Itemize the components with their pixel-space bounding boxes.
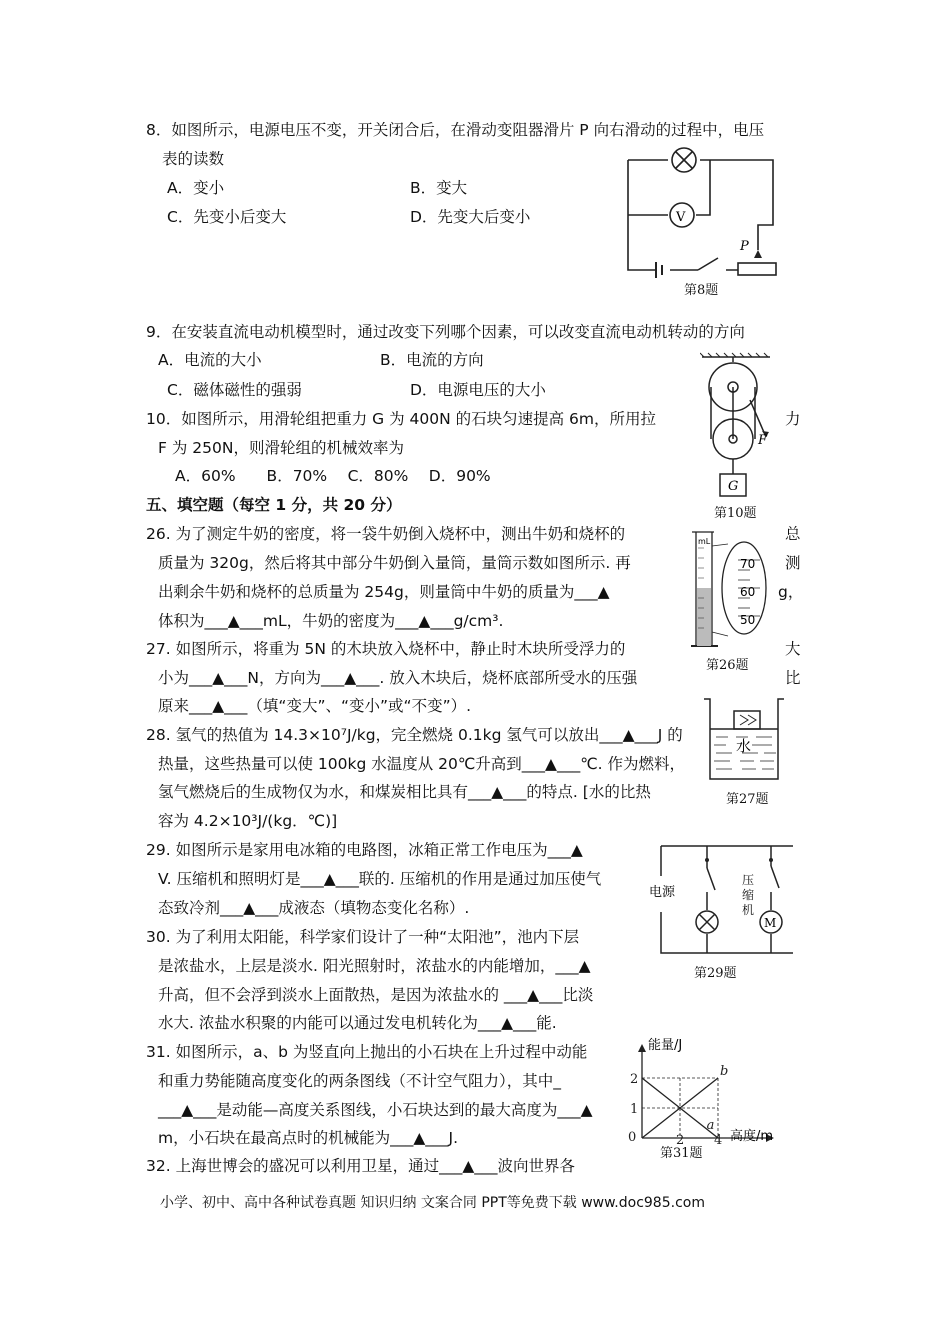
q29-fridge-circuit-figure — [645, 838, 805, 960]
q27-line1-tail: 大 — [785, 640, 801, 658]
q26-line1: 26. 为了测定牛奶的密度，将一袋牛奶倒入烧杯中，测出牛奶和烧杯的 — [146, 525, 626, 543]
q8-stem-line2: 表的读数 — [162, 150, 225, 168]
q29-motor-switch-icon — [771, 866, 779, 888]
q26-line4: 体积为___▲___mL，牛奶的密度为___▲___g/cm³. — [158, 612, 504, 630]
page-footer: 小学、初中、高中各种试卷真题 知识归纳 文案合同 PPT等免费下载 www.doc985.com — [160, 1195, 705, 1211]
q27-line3: 原来___▲___（填“变大”、“变小”或“不变”）. — [158, 697, 472, 715]
q26-milk-column — [697, 588, 711, 646]
q31-x-tick-2: 4 — [714, 1133, 723, 1146]
q27-line2-tail: 比 — [785, 669, 801, 687]
q26-unit-label: mL — [698, 537, 711, 546]
q31-y-tick-1: 2 — [630, 1072, 639, 1087]
q10-caption: 第10题 — [714, 506, 757, 521]
q27-line1: 27. 如图所示，将重为 5N 的木块放入烧杯中，静止时木块所受浮力的 — [146, 640, 626, 658]
q8-option-c: C．先变小后变大 — [167, 208, 287, 226]
q31-series-a-label: a — [706, 1118, 715, 1133]
q27-line2: 小为___▲___N，方向为___▲___. 放入木块后，烧杯底部所受水的压强 — [158, 669, 638, 687]
q9-option-d: D．电源电压的大小 — [410, 381, 546, 399]
q31-line1: 31. 如图所示，a、b 为竖直向上抛出的小石块在上升过程中动能 — [146, 1043, 588, 1061]
q26-line3-tail: g， — [778, 583, 804, 601]
q31-line2: 和重力势能随高度变化的两条图线（不计空气阻力），其中_ — [158, 1072, 562, 1090]
q9-option-c: C．磁体磁性的强弱 — [167, 381, 302, 399]
q31-y-axis-label: 能量/J — [648, 1038, 683, 1053]
q29-compressor-label: 压缩机 — [742, 873, 755, 917]
q31-caption: 第31题 — [660, 1146, 703, 1161]
q31-y-axis-arrow-icon — [638, 1044, 646, 1052]
q8-battery-icon — [656, 262, 662, 278]
q28-line2: 热量，这些热量可以使 100kg 水温度从 20℃升高到___▲___℃. 作为燃料， — [158, 755, 685, 773]
q30-line3: 升高，但不会浮到淡水上面散热，是因为浓盐水的 ___▲___比淡 — [158, 986, 594, 1004]
q26-cylinder-figure — [688, 528, 778, 652]
q31-x-tick-0: 0 — [628, 1130, 637, 1145]
q26-caption: 第26题 — [706, 658, 749, 673]
q10-stem-line2: F 为 250N，则滑轮组的机械效率为 — [158, 439, 404, 457]
q8-circuit-figure — [618, 140, 788, 300]
q10-force-label: F — [758, 433, 768, 448]
q26-line2: 质量为 320g，然后将其中部分牛奶倒入量筒，量筒示数如图所示. 再 — [158, 554, 631, 572]
q10-weight-label: G — [728, 479, 739, 494]
q31-x-tick-1: 2 — [676, 1133, 685, 1146]
q10-options: A．60% B．70% C．80% D．90% — [175, 467, 491, 485]
q8-caption: 第8题 — [684, 283, 719, 298]
q30-line1: 30. 为了利用太阳能，科学家们设计了一种“太阳池”，池内下层 — [146, 928, 580, 946]
q30-line2: 是浓盐水，上层是淡水. 阳光照射时，浓盐水的内能增加，___▲ — [158, 957, 591, 975]
q8-option-d: D．先变大后变小 — [410, 208, 531, 226]
q29-line2: V. 压缩机和照明灯是___▲___联的. 压缩机的作用是通过加压使气 — [158, 870, 602, 888]
q9-option-a: A．电流的大小 — [158, 351, 262, 369]
q28-line4: 容为 4.2×10³J/(kg．℃)] — [158, 812, 338, 830]
q29-lamp-switch-icon — [707, 868, 715, 890]
q26-line2-tail: 测 — [785, 554, 801, 572]
q8-voltmeter-label: V — [676, 210, 686, 225]
q29-caption: 第29题 — [694, 966, 737, 981]
q31-line3: ___▲___是动能—高度关系图线，小石块达到的最大高度为___▲ — [158, 1101, 593, 1119]
q26-line3: 出剩余牛奶和烧杯的总质量为 254g，则量筒中牛奶的质量为___▲ — [158, 583, 610, 601]
q29-motor-label: M — [764, 916, 777, 930]
q9-stem: 9．在安装直流电动机模型时，通过改变下列哪个因素，可以改变直流电动机转动的方向 — [146, 323, 745, 341]
q8-option-a: A．变小 — [167, 179, 225, 197]
q27-water-label: 水 — [736, 737, 752, 755]
section5-heading: 五、填空题（每空 1 分，共 20 分） — [146, 496, 402, 514]
q31-y-tick-0: 1 — [630, 1102, 639, 1117]
q30-line4: 水大. 浓盐水积聚的内能可以通过发电机转化为___▲___能. — [158, 1014, 557, 1032]
q10-pulley-figure — [700, 352, 780, 500]
q29-line3: 态致冷剂___▲___成液态（填物态变化名称）. — [158, 899, 470, 917]
q31-series-b-label: b — [720, 1064, 729, 1079]
q31-x-axis-label: 高度/m — [730, 1129, 774, 1144]
q10-stem-line1: 10．如图所示，用滑轮组把重力 G 为 400N 的石块匀速提高 6m，所用拉 — [146, 410, 657, 428]
q32-line1: 32. 上海世博会的盛况可以利用卫星，通过___▲___波向世界各 — [146, 1157, 575, 1175]
q31-energy-height-chart — [620, 1036, 785, 1146]
q8-slider-arrow-icon — [754, 250, 762, 258]
q28-line1: 28. 氢气的热值为 14.3×10⁷J/kg，完全燃烧 0.1kg 氢气可以放出___▲___J 的 — [146, 726, 683, 744]
q27-beaker-figure — [702, 695, 786, 785]
q8-option-b: B．变大 — [410, 179, 468, 197]
q26-scale-60: 60 — [740, 585, 756, 599]
q31-line4: m，小石块在最高点时的机械能为___▲___J. — [158, 1129, 459, 1147]
q27-caption: 第27题 — [726, 792, 769, 807]
q8-slider-label: P — [740, 239, 749, 254]
q9-option-b: B．电流的方向 — [380, 351, 484, 369]
q29-line1: 29. 如图所示是家用电冰箱的电路图，冰箱正常工作电压为___▲ — [146, 841, 583, 859]
q26-scale-50: 50 — [740, 613, 756, 627]
q28-line3: 氢气燃烧后的生成物仅为水，和煤炭相比具有___▲___的特点. [水的比热 — [158, 783, 651, 801]
q10-stem-tail: 力 — [785, 410, 801, 428]
q29-power-label: 电源 — [649, 885, 676, 900]
q26-line1-tail: 总 — [785, 525, 801, 543]
q26-scale-70: 70 — [740, 557, 756, 571]
q8-stem-line1: 8．如图所示，电源电压不变，开关闭合后，在滑动变阻器滑片 P 向右滑动的过程中，电压 — [146, 121, 765, 139]
